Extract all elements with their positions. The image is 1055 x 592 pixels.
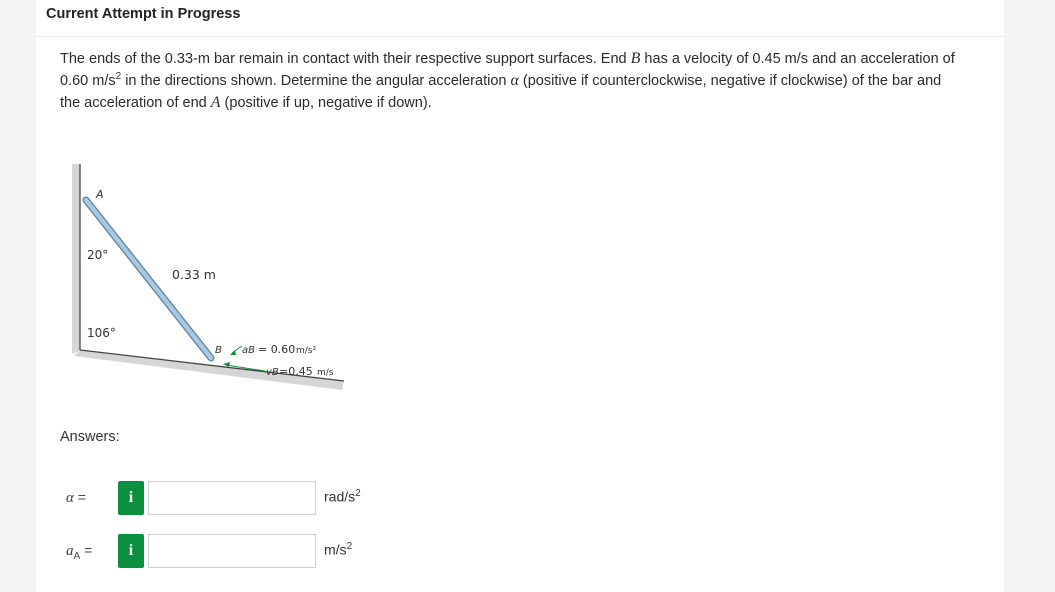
question-part-4: (positive if counterclockwise, negative if clockwise) of the bar and the acceleration of end — [60, 73, 942, 111]
answer-row-aa — [60, 534, 460, 568]
label-b: B — [215, 345, 222, 356]
question-label-a: A — [210, 94, 221, 111]
acceleration-arrow-head — [230, 350, 236, 355]
question-text — [60, 48, 960, 114]
aa-unit-base: m/s — [324, 541, 347, 558]
velocity-arrow-head — [223, 362, 230, 367]
aa-symbol — [66, 542, 92, 562]
bar-length-label: 0.33 m — [172, 267, 216, 282]
alpha-glyph: α — [66, 490, 74, 506]
aa-unit — [324, 541, 352, 558]
velocity-unit: m/s — [317, 368, 334, 378]
acceleration-unit: m/s² — [296, 346, 317, 356]
question-part-3: in the directions shown. Determine the angular acceleration — [121, 73, 511, 89]
question-part-1: The ends of the 0.33-m bar remain in contact with their respective support surfaces. End — [60, 51, 631, 67]
question-panel — [36, 0, 1004, 592]
acceleration-value: = 0.60 — [258, 343, 296, 356]
info-button-alpha[interactable]: i — [118, 481, 144, 515]
alpha-unit-base: rad/s — [324, 488, 356, 505]
answers-label: Answers: — [60, 429, 120, 445]
question-part-5: (positive if up, negative if down). — [220, 95, 432, 111]
info-button-aa[interactable]: i — [118, 534, 144, 568]
question-part-2: has a velocity of 0.45 m/s and an acceleration of 0.60 m/s — [60, 51, 955, 89]
question-alpha: α — [510, 72, 519, 89]
aa-glyph: a — [66, 543, 74, 559]
aa-equals: = — [80, 542, 93, 558]
alpha-unit-sup: 2 — [355, 488, 361, 499]
velocity-value: =0.45 — [279, 365, 313, 378]
alpha-answer-input[interactable] — [148, 481, 316, 515]
answer-row-alpha — [60, 481, 460, 515]
angle-20-label: 20° — [87, 248, 109, 262]
aa-subscript: A — [73, 550, 81, 562]
alpha-equals: = — [73, 489, 86, 505]
header-divider — [36, 36, 1004, 37]
question-square: 2 — [115, 71, 122, 83]
question-label-b: B — [630, 50, 641, 67]
velocity-symbol: vB — [266, 367, 279, 378]
bar-figure — [66, 160, 356, 400]
aa-answer-input[interactable] — [148, 534, 316, 568]
bar-diagram — [66, 160, 356, 395]
angle-106-label: 106° — [87, 326, 116, 340]
attempt-header: Current Attempt in Progress — [46, 6, 241, 22]
alpha-symbol — [66, 489, 86, 507]
acceleration-symbol: aB — [242, 345, 255, 356]
aa-unit-sup: 2 — [346, 541, 353, 552]
alpha-unit — [324, 488, 361, 505]
label-a: A — [96, 188, 104, 201]
wall-hatch — [72, 164, 80, 354]
